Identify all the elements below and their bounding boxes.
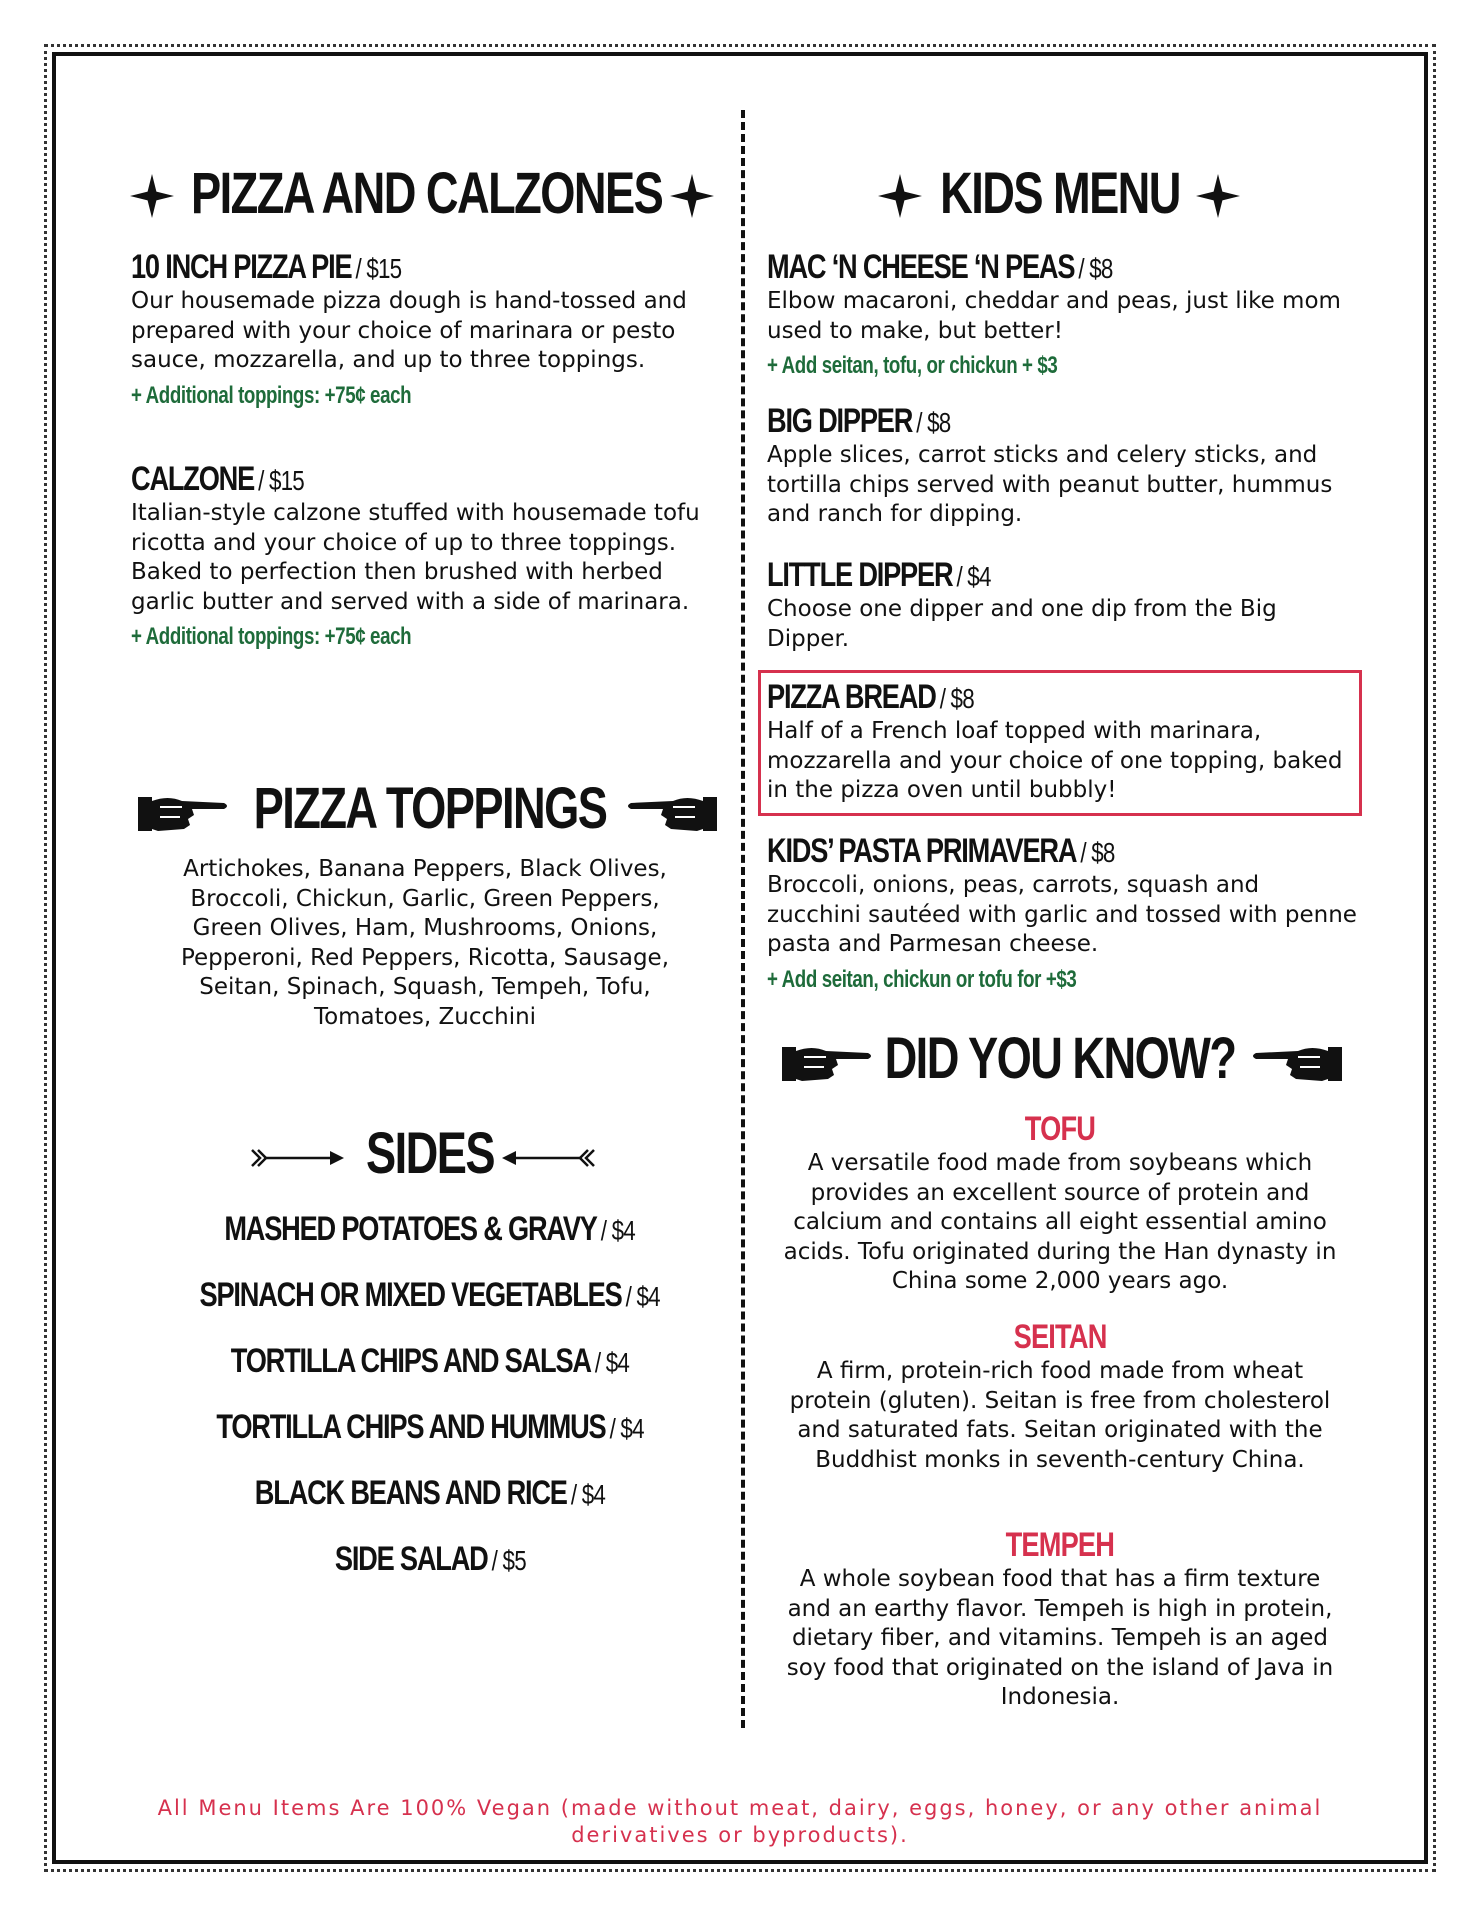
menu-item-pasta-primavera [767, 832, 1357, 994]
side-item [130, 1540, 730, 1579]
sparkle-icon [670, 174, 714, 218]
menu-item-big-dipper [767, 402, 1357, 530]
item-price: / $4 [956, 561, 991, 592]
item-addon: + Add seitan, chickun or tofu for +$3 [767, 965, 1077, 993]
item-addon: + Add seitan, tofu, or chickun + $3 [767, 352, 1058, 379]
item-addon: + Additional toppings: +75¢ each [131, 381, 412, 409]
side-item [130, 1210, 730, 1249]
item-description: Our housemade pizza dough is hand-tossed and prepared with your choice of marinara or pesto sauce, mozzarella, and up to three toppings. [131, 288, 687, 373]
item-name: BIG DIPPER [767, 402, 913, 440]
item-name: LITTLE DIPPER [767, 556, 953, 594]
arrow-left-icon [500, 1146, 596, 1170]
item-name: TORTILLA CHIPS AND HUMMUS [216, 1408, 606, 1446]
pizza-section-heading [125, 160, 725, 230]
item-price: / $8 [1078, 253, 1113, 284]
sparkle-icon [130, 174, 174, 218]
item-price: / $15 [355, 253, 402, 284]
menu-item-calzone [131, 460, 711, 651]
item-description: Apple slices, carrot sticks and celery sticks, and tortilla chips served with peanut butter, hummus and ranch for dipping. [767, 442, 1333, 527]
fact-title: TOFU [1024, 1110, 1096, 1148]
item-price: / $4 [609, 1413, 644, 1444]
menu-item-pizza-pie [131, 248, 711, 410]
pointing-hand-left-icon [625, 791, 717, 835]
side-item [130, 1276, 730, 1315]
item-price: / $4 [625, 1281, 661, 1312]
know-section-title: DID YOU KNOW? [884, 1026, 1236, 1091]
pizza-section-title: PIZZA AND CALZONES [191, 161, 663, 226]
know-section-heading [760, 1025, 1360, 1099]
item-price: / $8 [1080, 837, 1115, 868]
sides-section-heading [130, 1120, 730, 1194]
fact-title: TEMPEH [1005, 1526, 1115, 1564]
fact-title: SEITAN [1013, 1318, 1107, 1356]
fact-text: A versatile food made from soybeans which provides an excellent source of protein and calcium and contains all eight essential amino acids. Tofu originated during the Han dynasty in China some 2,000 years ago. [783, 1150, 1337, 1294]
item-name: TORTILLA CHIPS AND SALSA [230, 1342, 591, 1380]
item-price: / $8 [916, 407, 951, 438]
side-item [130, 1342, 730, 1381]
item-name: MAC ‘N CHEESE ‘N PEAS [767, 248, 1075, 286]
fact-text: A firm, protein-rich food made from wheat protein (gluten). Seitan is free from cholesterol and saturated fats. Seitan originated with the Buddhist monks in seventh-century China. [789, 1358, 1331, 1473]
item-name: BLACK BEANS AND RICE [254, 1474, 567, 1512]
item-addon: + Additional toppings: +75¢ each [131, 623, 412, 650]
kids-section-heading [760, 160, 1360, 230]
fact-tempeh [780, 1526, 1340, 1713]
fact-seitan [785, 1318, 1335, 1475]
toppings-section-title: PIZZA TOPPINGS [253, 776, 607, 841]
item-name: CALZONE [131, 460, 255, 498]
kids-section-title: KIDS MENU [940, 161, 1180, 226]
sparkle-icon [1196, 174, 1240, 218]
item-name: SPINACH OR MIXED VEGETABLES [199, 1276, 622, 1314]
item-name: PIZZA BREAD [767, 678, 936, 716]
item-price: / $4 [601, 1215, 636, 1246]
fact-text: A whole soybean food that has a firm texture and an earthy flavor. Tempeh is high in protein, dietary fiber, and vitamins. Tempeh is an aged soy food that originated on the island of Java in Indonesia. [786, 1566, 1334, 1710]
toppings-section-heading [130, 775, 730, 849]
side-item [130, 1408, 730, 1447]
item-description: Italian-style calzone stuffed with housemade tofu ricotta and your choice of up to three toppings. Baked to perfection then brushed with herbed garlic butter and served with a side of marinara. [131, 500, 700, 615]
menu-item-pizza-bread [767, 678, 1357, 806]
item-description: Elbow macaroni, cheddar and peas, just like mom used to make, but better! [767, 288, 1341, 344]
item-name: MASHED POTATOES & GRAVY [224, 1210, 598, 1248]
column-divider [741, 110, 745, 1728]
item-description: Half of a French loaf topped with marinara, mozzarella and your choice of one topping, baked in the pizza oven until bubbly! [767, 718, 1343, 803]
item-name: SIDE SALAD [334, 1540, 488, 1578]
item-price: / $5 [491, 1545, 526, 1576]
item-name: 10 INCH PIZZA PIE [131, 248, 352, 286]
menu-item-little-dipper [767, 556, 1357, 654]
fact-tofu [775, 1110, 1345, 1297]
toppings-list: Artichokes, Banana Peppers, Black Olives, Broccoli, Chickun, Garlic, Green Peppers, Green Olives, Ham, Mushrooms, Onions, Pepperoni, Red Peppers, Ricotta, Sausage, Seitan, Spinach, Squash, Tempeh, Tofu, Tomatoes, Zucchini [180, 856, 670, 1030]
sides-section-title: SIDES [366, 1121, 494, 1186]
item-description: Broccoli, onions, peas, carrots, squash and zucchini sautéed with garlic and tossed with penne pasta and Parmesan cheese. [767, 872, 1357, 957]
item-name: KIDS’ PASTA PRIMAVERA [767, 832, 1077, 870]
item-price: / $4 [594, 1347, 630, 1378]
vegan-footnote: All Menu Items Are 100% Vegan (made without meat, dairy, eggs, honey, or any other animal derivatives or byproducts). [157, 1796, 1323, 1847]
side-item [130, 1474, 730, 1513]
item-price: / $8 [939, 683, 974, 714]
pointing-hand-left-icon [1250, 1041, 1342, 1085]
menu-item-mac-cheese [767, 248, 1357, 380]
item-price: / $15 [258, 465, 304, 496]
item-description: Choose one dipper and one dip from the Big Dipper. [767, 596, 1277, 652]
item-price: / $4 [570, 1479, 606, 1510]
